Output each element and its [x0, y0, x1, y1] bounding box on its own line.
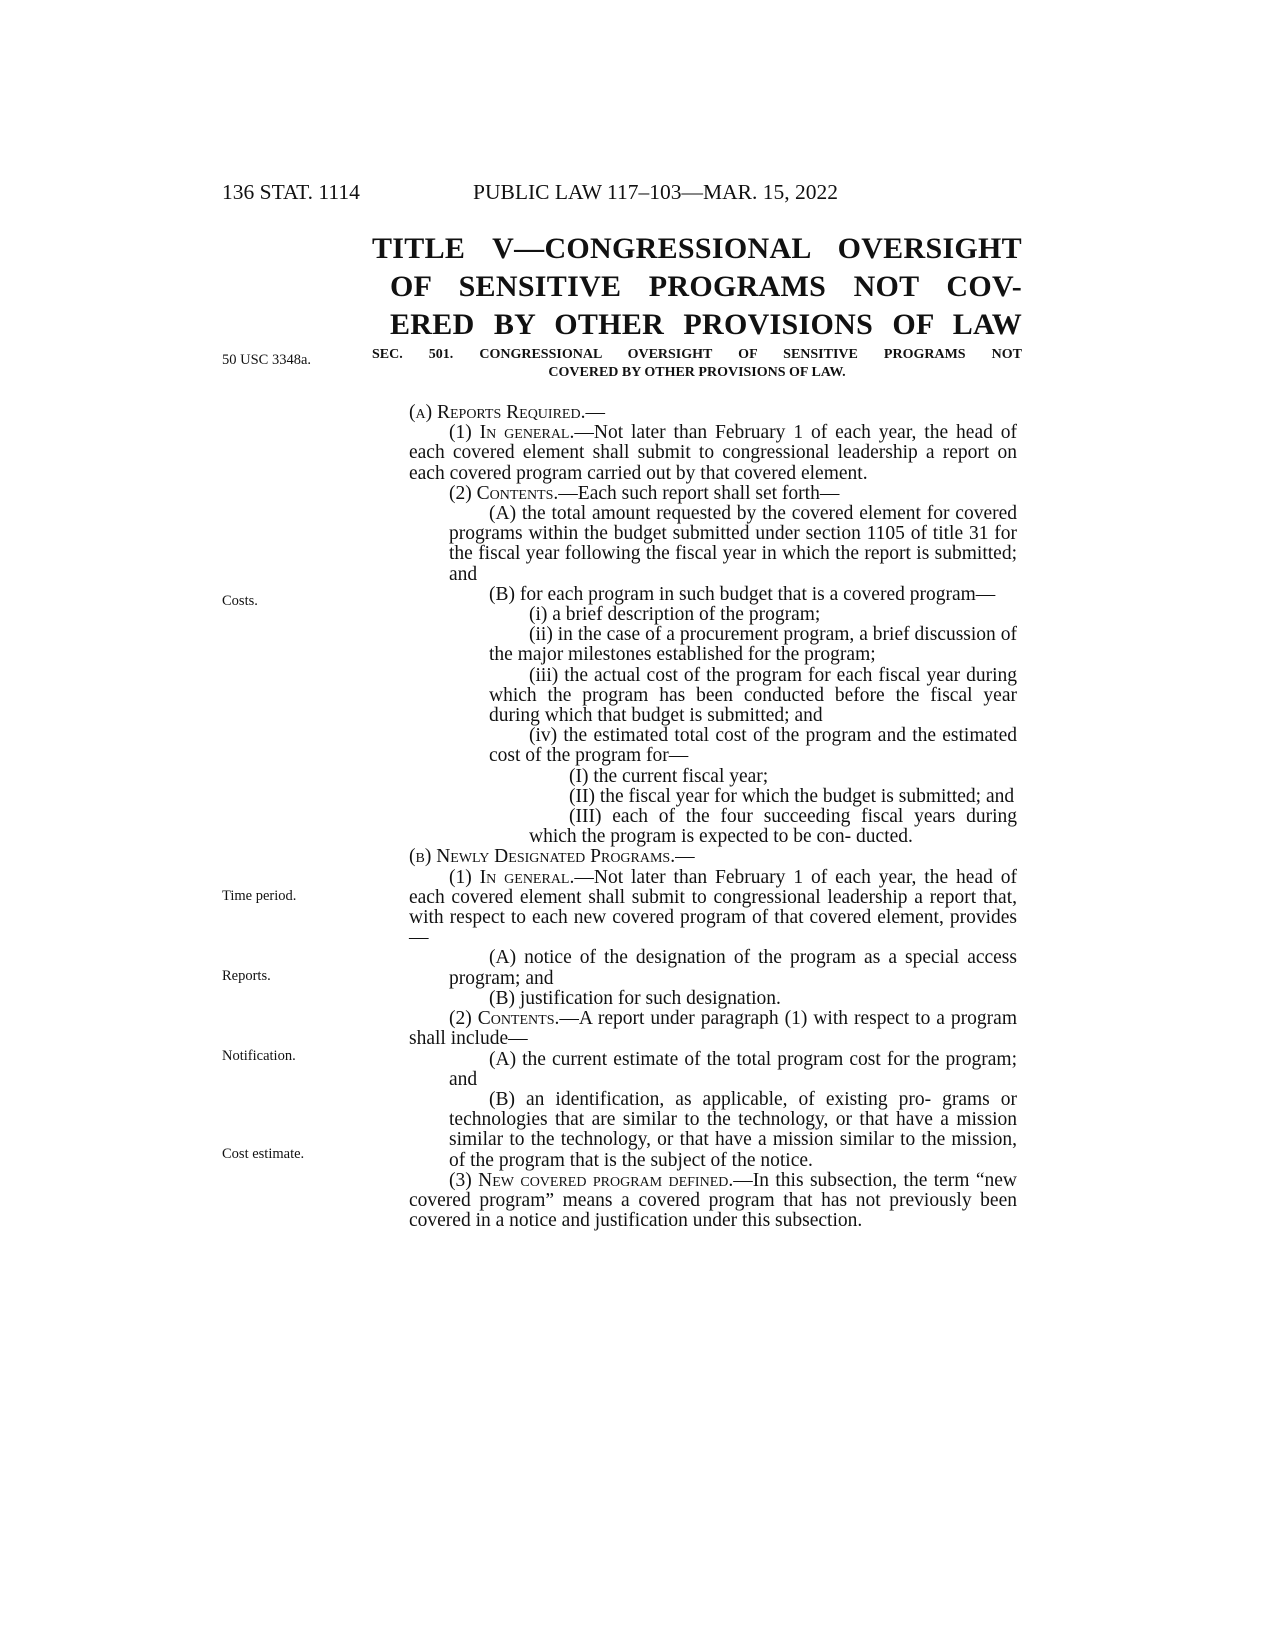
- section-heading: [372, 346, 1022, 382]
- clause-a-2-B-iv: (iv) the estimated total cost of the program and the estimated cost of the program for—: [489, 725, 1017, 767]
- paragraph-b-3-text: —In this subsection, the term “new covered program” means a covered program that has not previously been covered in a notice and justification under this subsection.: [409, 1169, 1017, 1232]
- margin-note-time-period: Time period.: [222, 888, 297, 904]
- paragraph-a-2-label: (2) Contents.: [449, 482, 559, 504]
- page-stat-number: 136 STAT. 1114: [222, 180, 360, 204]
- margin-note-notification: Notification.: [222, 1048, 296, 1064]
- subclause-a-2-B-iv-II: (II) the fiscal year for which the budget is submitted; and: [569, 785, 1015, 807]
- paragraph-b-2-text: —A report under paragraph (1) with respect to a program shall include—: [409, 1008, 1017, 1050]
- paragraph-b-3-label: (3) New covered program defined.: [449, 1169, 734, 1191]
- paragraph-b-3: [409, 1171, 1017, 1232]
- margin-note-reports: Reports.: [222, 968, 271, 984]
- title-line-3: ERED BY OTHER PROVISIONS OF LAW: [390, 308, 1022, 341]
- paragraph-a-2: [409, 484, 1017, 504]
- section-heading-line-1: SEC. 501. CONGRESSIONAL OVERSIGHT OF SENSITIVE PROGRAMS NOT: [372, 347, 1022, 362]
- clause-a-2-B-i: (i) a brief description of the program;: [529, 604, 821, 626]
- subparagraph-b-2-B: (B) an identification, as applicable, of existing pro- grams or technologies that are similar to the technology, or that have a mission similar to the technology, or that have a mission similar to the mission, of the program that is the subject of the notice.: [449, 1088, 1017, 1171]
- paragraph-a-1-label: (1) In general.: [449, 422, 575, 444]
- running-header: PUBLIC LAW 117–103—MAR. 15, 2022: [473, 180, 838, 204]
- title-heading: [372, 230, 1022, 344]
- paragraph-a-2-text: —Each such report shall set forth—: [558, 482, 840, 504]
- subsection-a-heading: (a) Reports Required.—: [409, 402, 605, 423]
- title-line-2: OF SENSITIVE PROGRAMS NOT COV-: [390, 270, 1022, 303]
- subparagraph-b-1-B: (B) justification for such designation.: [489, 987, 781, 1009]
- clause-a-2-B-ii: (ii) in the case of a procurement program, a brief discussion of the major milestones established for the program;: [489, 624, 1017, 666]
- margin-note-cost-estimate: Cost estimate.: [222, 1146, 305, 1162]
- clause-a-2-B-iii: (iii) the actual cost of the program for each fiscal year during which the program has been conducted before the fiscal year during which that budget is submitted; and: [489, 664, 1017, 727]
- paragraph-a-1: [409, 423, 1017, 484]
- subparagraph-b-2-A: (A) the current estimate of the total program cost for the program; and: [449, 1048, 1017, 1090]
- margin-note-usc: 50 USC 3348a.: [222, 352, 312, 368]
- paragraph-b-2: [409, 1009, 1017, 1049]
- subclause-a-2-B-iv-I: (I) the current fiscal year;: [569, 765, 769, 787]
- section-heading-line-2: COVERED BY OTHER PROVISIONS OF LAW.: [548, 365, 846, 380]
- paragraph-b-2-label: (2) Contents.: [449, 1008, 560, 1030]
- subclause-a-2-B-iv-III: (III) each of the four succeeding fiscal years during which the program is expected to be con- ducted.: [529, 806, 1017, 848]
- paragraph-b-1-text: —Not later than February 1 of each year, the head of each covered element shall submit to congressional leadership a report that, with respect to each new covered program of that covered element, provides—: [409, 866, 1017, 949]
- paragraph-b-1-label: (1) In general.: [449, 866, 575, 888]
- margin-note-costs: Costs.: [222, 593, 258, 609]
- section-body: [409, 403, 1017, 1231]
- subparagraph-a-2-B: (B) for each program in such budget that is a covered program—: [489, 583, 996, 605]
- paragraph-b-1: [409, 868, 1017, 949]
- title-line-1: TITLE V—CONGRESSIONAL OVERSIGHT: [372, 232, 1022, 265]
- subsection-b-heading: (b) Newly Designated Programs.—: [409, 846, 695, 868]
- subparagraph-b-1-A: (A) notice of the designation of the program as a special access program; and: [449, 947, 1017, 989]
- subparagraph-a-2-A: (A) the total amount requested by the covered element for covered programs within the budget submitted under section 1105 of title 31 for the fiscal year following the fiscal year in which the report is submitted; and: [449, 503, 1017, 585]
- paragraph-a-1-text: —Not later than February 1 of each year, the head of each covered element shall submit to congressional leadership a report on each covered program carried out by that covered element.: [409, 422, 1017, 484]
